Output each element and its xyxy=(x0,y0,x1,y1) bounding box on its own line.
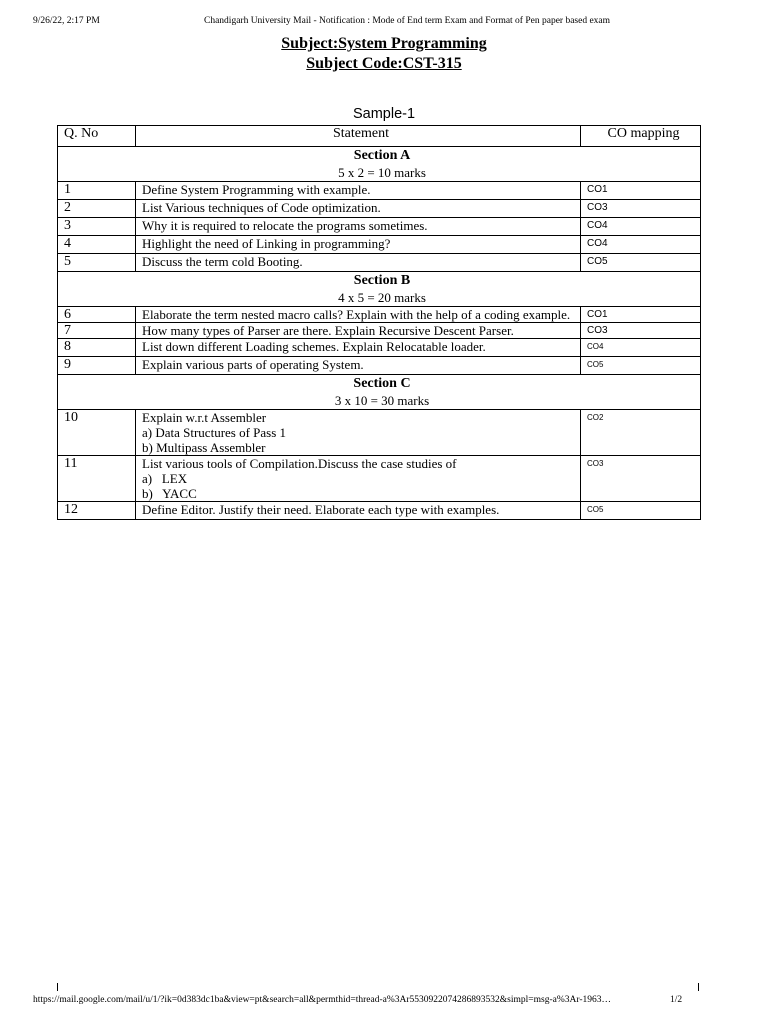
question-number: 10 xyxy=(58,410,136,456)
co-mapping: CO5 xyxy=(581,254,701,272)
co-mapping: CO3 xyxy=(581,323,701,339)
question-text: List various tools of Compilation.Discuss the case studies of xyxy=(142,456,457,471)
sub-question: b) Multipass Assembler xyxy=(142,440,266,455)
question-text: Discuss the term cold Booting. xyxy=(136,254,581,272)
table-row xyxy=(58,254,701,272)
section-marks: 3 x 10 = 30 marks xyxy=(334,393,430,408)
section-title: Section A xyxy=(353,148,411,163)
question-text: Highlight the need of Linking in programming? xyxy=(136,236,581,254)
co-mapping: CO1 xyxy=(581,307,701,323)
co-mapping: CO5 xyxy=(581,502,701,520)
table-row xyxy=(58,339,701,357)
footer-url: https://mail.google.com/mail/u/1/?ik=0d383dc1ba&view=pt&search=all&permthid=thread-a%3Ar5530922074286893532&simpl=msg-a%3Ar-1963… xyxy=(33,995,612,1005)
question-number: 9 xyxy=(58,357,136,375)
subject-code: Subject Code:CST-315 xyxy=(306,55,462,72)
co-mapping: CO4 xyxy=(581,218,701,236)
table-row xyxy=(58,307,701,323)
sub-question: a) Data Structures of Pass 1 xyxy=(142,425,287,440)
section-marks: 5 x 2 = 10 marks xyxy=(338,165,426,180)
section-row xyxy=(58,147,701,182)
sub-question: a) LEX xyxy=(142,471,188,486)
table-header-row xyxy=(58,126,701,147)
print-title: Chandigarh University Mail - Notification : Mode of End term Exam and Format of Pen paper based exam xyxy=(204,16,611,26)
section-title: Section C xyxy=(353,376,411,391)
table-row xyxy=(58,502,701,520)
header-statement: Statement xyxy=(136,126,581,147)
co-mapping: CO2 xyxy=(581,410,701,456)
section-row xyxy=(58,375,701,410)
table-row xyxy=(58,323,701,339)
question-number: 4 xyxy=(58,236,136,254)
co-mapping: CO4 xyxy=(581,236,701,254)
table-row xyxy=(58,410,701,456)
question-number: 2 xyxy=(58,200,136,218)
table-row xyxy=(58,182,701,200)
co-mapping: CO5 xyxy=(581,357,701,375)
question-cell xyxy=(136,410,581,456)
question-text: Why it is required to relocate the programs sometimes. xyxy=(136,218,581,236)
subject-name: Subject:System Programming xyxy=(281,35,487,52)
question-number: 3 xyxy=(58,218,136,236)
section-marks: 4 x 5 = 20 marks xyxy=(338,290,426,305)
sub-question: b) YACC xyxy=(142,486,197,501)
sample-label: Sample-1 xyxy=(352,106,416,122)
page-margin-mark xyxy=(57,983,58,991)
question-text: Explain various parts of operating System. xyxy=(136,357,581,375)
table-row xyxy=(58,200,701,218)
print-datetime: 9/26/22, 2:17 PM xyxy=(33,16,100,26)
page-number: 1/2 xyxy=(670,995,683,1005)
question-number: 8 xyxy=(58,339,136,357)
question-number: 1 xyxy=(58,182,136,200)
question-text: List Various techniques of Code optimization. xyxy=(136,200,581,218)
table-row xyxy=(58,236,701,254)
question-number: 7 xyxy=(58,323,136,339)
print-footer xyxy=(33,995,733,1005)
co-mapping: CO3 xyxy=(581,456,701,502)
question-text: List down different Loading schemes. Explain Relocatable loader. xyxy=(136,339,581,357)
co-mapping: CO3 xyxy=(581,200,701,218)
question-cell xyxy=(136,456,581,502)
question-text: Explain w.r.t Assembler xyxy=(142,410,267,425)
question-number: 12 xyxy=(58,502,136,520)
table-row xyxy=(58,218,701,236)
co-mapping: CO4 xyxy=(581,339,701,357)
section-row xyxy=(58,272,701,307)
co-mapping: CO1 xyxy=(581,182,701,200)
page-margin-mark xyxy=(698,983,699,991)
question-number: 6 xyxy=(58,307,136,323)
question-text: Define Editor. Justify their need. Elaborate each type with examples. xyxy=(136,502,581,520)
table-row xyxy=(58,456,701,502)
section-title: Section B xyxy=(353,273,411,288)
question-number: 5 xyxy=(58,254,136,272)
question-table xyxy=(57,125,701,520)
question-text: Elaborate the term nested macro calls? Explain with the help of a coding example. xyxy=(136,307,581,323)
table-row xyxy=(58,357,701,375)
header-co-mapping: CO mapping xyxy=(581,126,701,147)
header-qno: Q. No xyxy=(58,126,136,147)
question-text: Define System Programming with example. xyxy=(136,182,581,200)
question-text: How many types of Parser are there. Explain Recursive Descent Parser. xyxy=(136,323,581,339)
question-number: 11 xyxy=(58,456,136,502)
print-header xyxy=(0,14,768,28)
